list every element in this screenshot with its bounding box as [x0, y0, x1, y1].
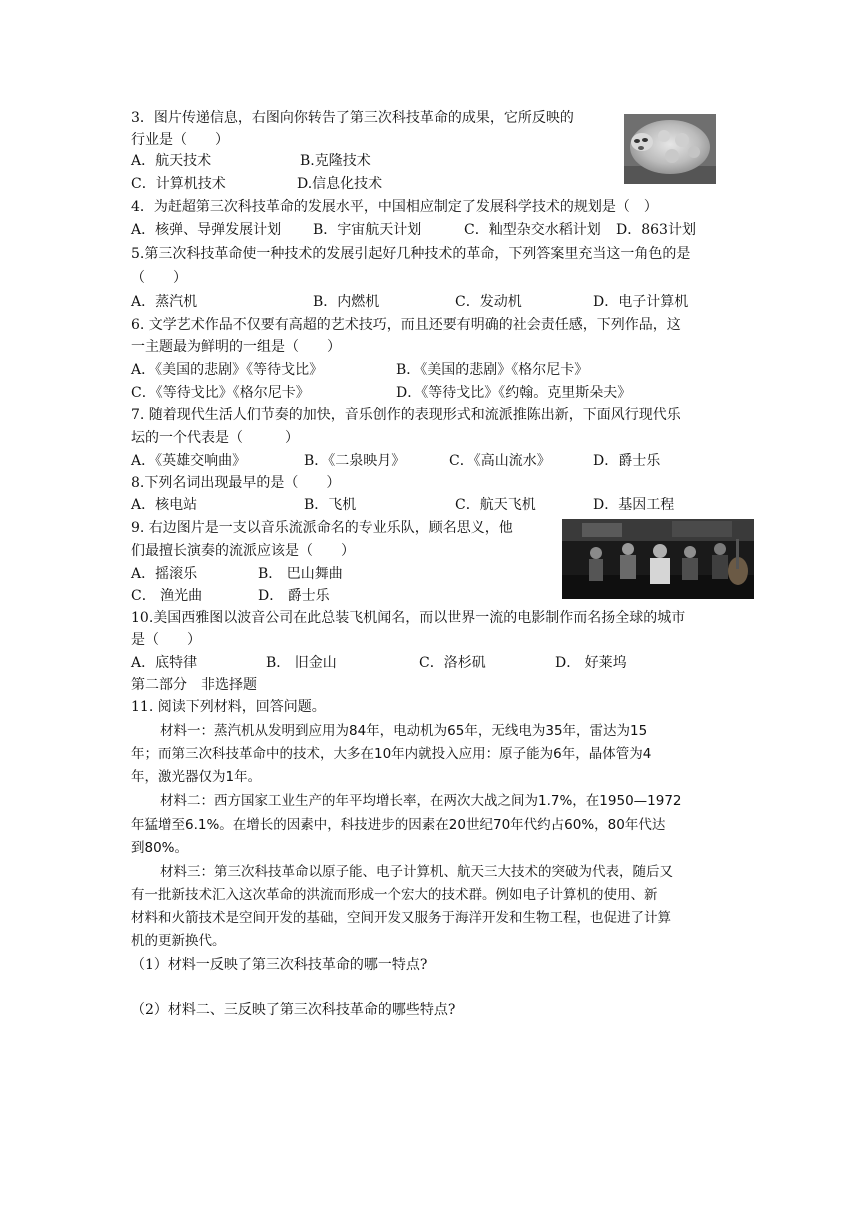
q8-option-d: D．基因工程 — [593, 497, 675, 513]
q3-stem-line1: 3．图片传递信息，右图向你转告了第三次科技革命的成果，它所反映的 — [131, 110, 574, 126]
q4-option-b: B．宇宙航天计划 — [313, 222, 422, 238]
q7-stem-line1: 7. 随着现代生活人们节奏的加快，音乐创作的表现形式和流派推陈出新，下面风行现代乐 — [131, 407, 681, 423]
q3-option-a: A．航天技术 — [131, 153, 212, 169]
q10-stem-line2: 是（ ） — [131, 632, 201, 648]
q8-option-a: A．核电站 — [131, 497, 198, 513]
q11-subquestion-2: （2）材料二、三反映了第三次科技革命的哪些特点? — [131, 1002, 456, 1018]
q7-option-d: D．爵士乐 — [593, 453, 661, 469]
q6-option-d: D．《等待戈比》《约翰。克里斯朵夫》 — [396, 385, 632, 401]
q5-stem-line1: 5.第三次科技革命使一种技术的发展引起好几种技术的革命，下列答案里充当这一角色的是 — [131, 246, 691, 262]
q6-option-c: C．《等待戈比》《格尔尼卡》 — [131, 385, 310, 401]
jazz-band-photo — [562, 519, 754, 599]
q3-option-d: D.信息化技术 — [297, 176, 383, 192]
q7-option-c: C．《高山流水》 — [449, 453, 551, 469]
q5-option-a: A．蒸汽机 — [131, 294, 198, 310]
material-two-line: 到80%。 — [131, 840, 189, 856]
q8-option-b: B．飞机 — [304, 497, 357, 513]
q11-stem: 11. 阅读下列材料，回答问题。 — [131, 699, 326, 715]
q6-stem-line2: 一主题最为鲜明的一组是（ ） — [131, 339, 341, 355]
q9-option-a: A．摇滚乐 — [131, 566, 198, 582]
q7-option-b: B．《二泉映月》 — [304, 453, 406, 469]
material-three-line: 材料和火箭技术是空间开发的基础，空间开发又服务于海洋开发和生物工程，也促进了计算 — [131, 910, 671, 926]
material-three-line: 材料三：第三次科技革命以原子能、电子计算机、航天三大技术的突破为代表，随后又 — [160, 864, 673, 880]
q6-option-a: A．《美国的悲剧》《等待戈比》 — [131, 362, 324, 378]
q5-option-c: C．发动机 — [455, 294, 522, 310]
q5-stem-line2: （ ） — [131, 270, 187, 286]
q4-option-d: D．863计划 — [616, 222, 696, 238]
q5-option-b: B．内燃机 — [313, 294, 380, 310]
q3-option-b: B.克隆技术 — [300, 153, 371, 169]
q10-option-c: C．洛杉矶 — [419, 655, 486, 671]
q8-option-c: C．航天飞机 — [455, 497, 536, 513]
q11-subquestion-1: （1）材料一反映了第三次科技革命的哪一特点? — [131, 957, 428, 973]
q5-option-d: D．电子计算机 — [593, 294, 689, 310]
material-two-line: 材料二：西方国家工业生产的年平均增长率，在两次大战之间为1.7%，在1950—1972 — [160, 793, 682, 809]
q6-stem-line1: 6. 文学艺术作品不仅要有高超的艺术技巧，而且还要有明确的社会责任感，下列作品，这 — [131, 317, 681, 333]
material-three-line: 有一批新技术汇入这次革命的洪流而形成一个宏大的技术群。例如电子计算机的使用、新 — [131, 887, 658, 903]
q7-option-a: A．《英雄交响曲》 — [131, 453, 247, 469]
material-one-line: 年，激光器仅为1年。 — [131, 769, 262, 785]
material-three-line: 机的更新换代。 — [131, 933, 226, 949]
q9-stem-line1: 9. 右边图片是一支以音乐流派命名的专业乐队，顾名思义，他 — [131, 520, 513, 536]
material-one-line: 材料一：蒸汽机从发明到应用为84年，电动机为65年，无线电为35年，雷达为15 — [160, 723, 648, 739]
q10-option-b: B． 旧金山 — [266, 655, 337, 671]
q9-option-d: D． 爵士乐 — [258, 588, 330, 604]
q10-option-a: A．底特律 — [131, 655, 198, 671]
q10-option-d: D． 好莱坞 — [555, 655, 627, 671]
q9-stem-line2: 们最擅长演奏的流派应该是（ ） — [131, 543, 355, 559]
q4-stem: 4．为赶超第三次科技革命的发展水平，中国相应制定了发展科学技术的规划是（ ） — [131, 199, 658, 215]
q4-option-a: A．核弹、导弹发展计划 — [131, 222, 282, 238]
q8-stem: 8.下列名词出现最早的是（ ） — [131, 475, 341, 491]
material-two-line: 年猛增至6.1%。在增长的因素中，科技进步的因素在20世纪70年代约占60%，80年代达 — [131, 817, 666, 833]
material-one-line: 年；而第三次科技革命中的技术，大多在10年内就投入应用：原子能为6年，晶体管为4 — [131, 746, 652, 762]
part-two-heading: 第二部分 非选择题 — [131, 677, 257, 693]
q4-option-c: C．籼型杂交水稻计划 — [464, 222, 601, 238]
q6-option-b: B．《美国的悲剧》《格尔尼卡》 — [396, 362, 589, 378]
q9-option-c: C． 渔光曲 — [131, 588, 203, 604]
q7-stem-line2: 坛的一个代表是（ ） — [131, 430, 299, 446]
q3-stem-line2: 行业是（ ） — [131, 132, 229, 148]
sheep-photo — [624, 114, 716, 184]
q3-option-c: C．计算机技术 — [131, 176, 226, 192]
q9-option-b: B． 巴山舞曲 — [258, 566, 343, 582]
q10-stem-line1: 10.美国西雅图以波音公司在此总装飞机闻名，而以世界一流的电影制作而名扬全球的城市 — [131, 610, 686, 626]
